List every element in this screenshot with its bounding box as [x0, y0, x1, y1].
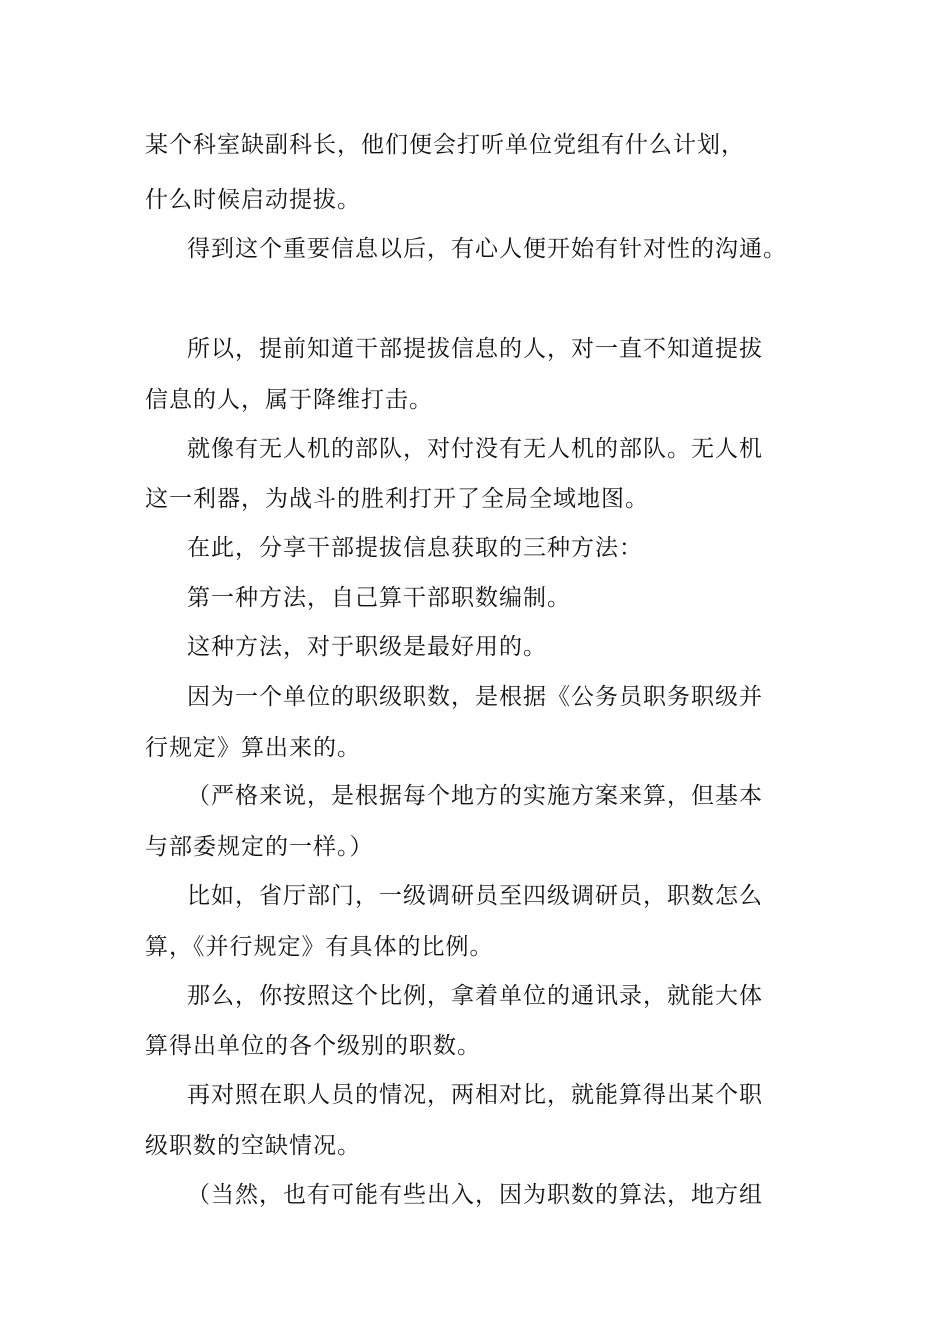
paragraph-9-line-2: 与部委规定的一样。）: [145, 834, 374, 860]
paragraph-8-line-1: 因为一个单位的职级职数，是根据《公务员职务职级并: [187, 684, 763, 710]
paragraph-7-line-1: 这种方法，对于职级是最好用的。: [187, 634, 547, 660]
paragraph-9-line-1: （严格来说，是根据每个地方的实施方案来算，但基本: [187, 783, 763, 809]
paragraph-4-line-1: 就像有无人机的部队，对付没有无人机的部队。无人机: [187, 436, 763, 462]
paragraph-10-line-1: 比如，省厅部门，一级调研员至四级调研员，职数怎么: [187, 883, 763, 909]
paragraph-6-line-1: 第一种方法，自己算干部职数编制。: [187, 585, 571, 611]
paragraph-1-line-2: 什么时候启动提拔。: [145, 187, 361, 213]
paragraph-10-line-2: 算，《并行规定》有具体的比例。: [145, 934, 494, 960]
paragraph-3-line-1: 所以，提前知道干部提拔信息的人，对一直不知道提拔: [187, 336, 763, 362]
paragraph-11-line-1: 那么，你按照这个比例，拿着单位的通讯录，就能大体: [187, 983, 763, 1009]
paragraph-2-line-1: 得到这个重要信息以后，有心人便开始有针对性的沟通。: [187, 236, 787, 262]
paragraph-13-line-1: （当然，也有可能有些出入，因为职数的算法，地方组: [187, 1182, 763, 1208]
paragraph-12-line-2: 级职数的空缺情况。: [145, 1133, 361, 1159]
paragraph-11-line-2: 算得出单位的各个级别的职数。: [145, 1033, 481, 1059]
paragraph-5-line-1: 在此，分享干部提拔信息获取的三种方法：: [187, 535, 643, 561]
paragraph-12-line-1: 再对照在职人员的情况，两相对比，就能算得出某个职: [187, 1082, 763, 1108]
paragraph-8-line-2: 行规定》算出来的。: [145, 735, 361, 761]
paragraph-4-line-2: 这一利器，为战斗的胜利打开了全局全域地图。: [145, 486, 649, 512]
paragraph-1-line-1: 某个科室缺副科长，他们便会打听单位党组有什么计划，: [145, 132, 745, 158]
paragraph-3-line-2: 信息的人，属于降维打击。: [145, 387, 433, 413]
